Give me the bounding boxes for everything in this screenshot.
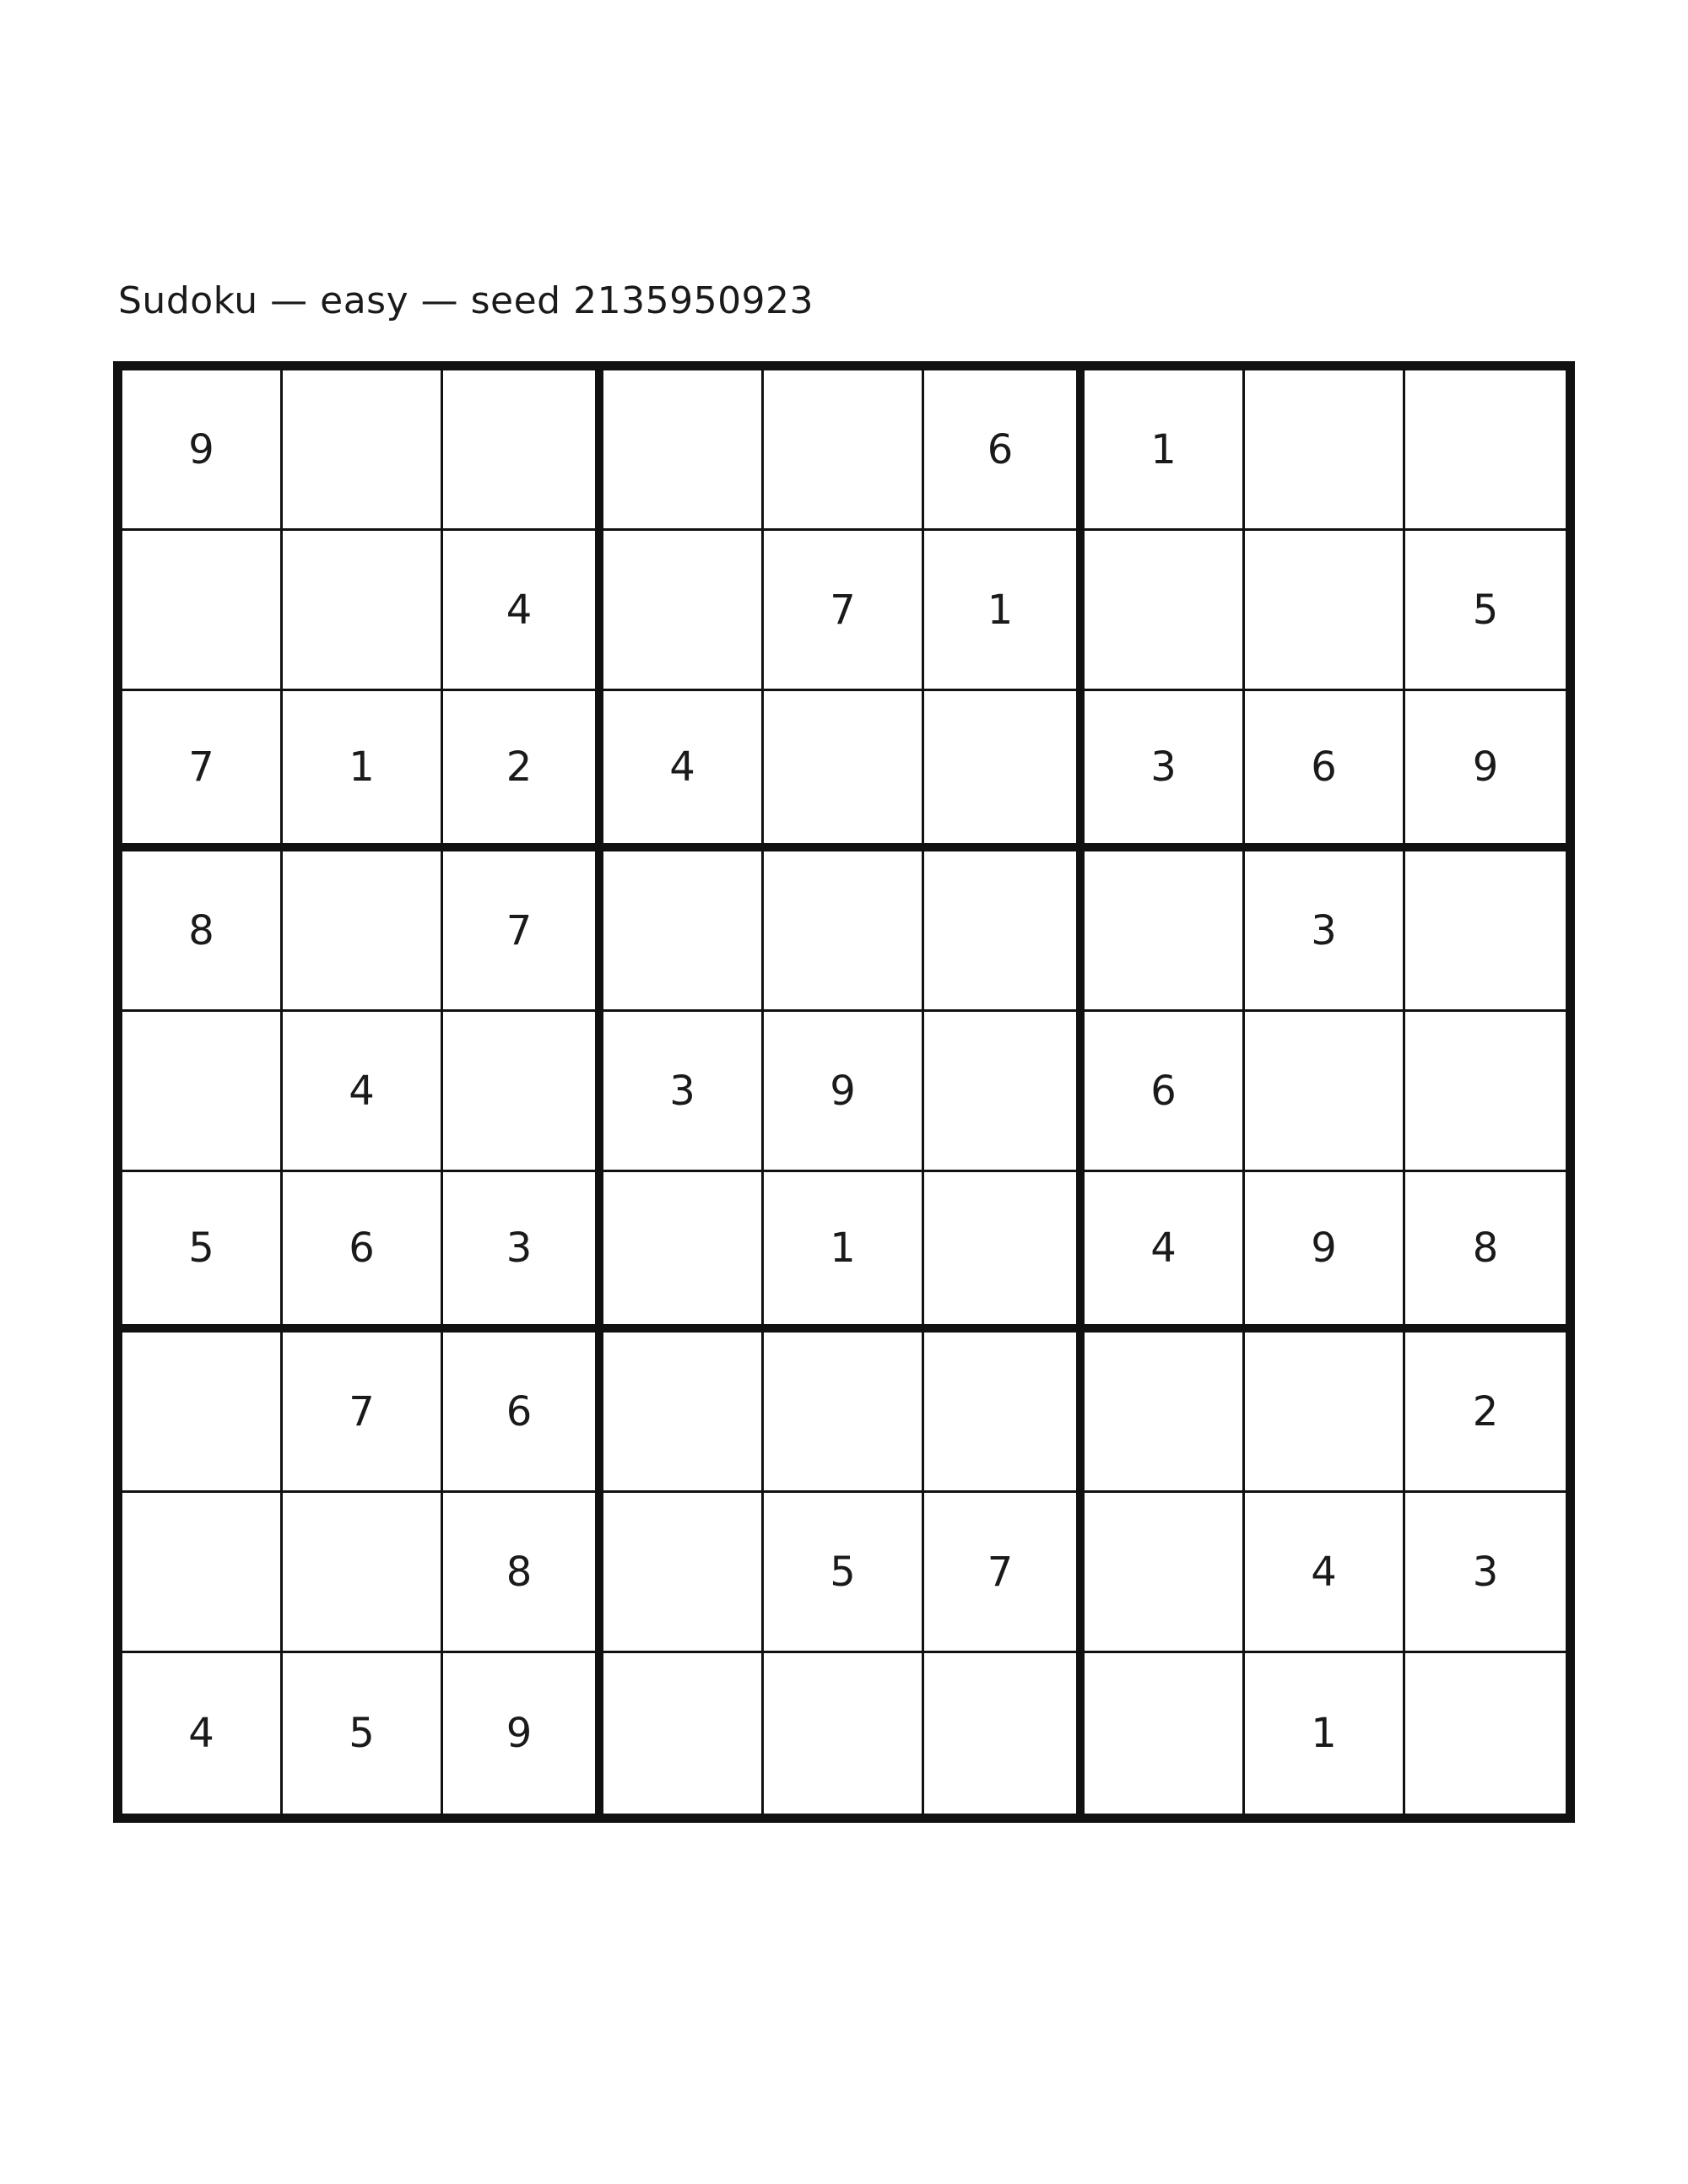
cell-r4c5	[764, 851, 924, 1012]
cell-r3c6	[924, 691, 1085, 851]
cell-r4c7	[1085, 851, 1245, 1012]
cell-r5c8	[1245, 1012, 1405, 1172]
cell-r3c1: 7	[122, 691, 283, 851]
cell-r7c6	[924, 1333, 1085, 1493]
cell-r2c1	[122, 531, 283, 691]
cell-r9c6	[924, 1653, 1085, 1814]
cell-r6c1: 5	[122, 1172, 283, 1333]
cell-r2c2	[283, 531, 443, 691]
cell-r5c2: 4	[283, 1012, 443, 1172]
cell-r7c8	[1245, 1333, 1405, 1493]
cell-r5c5: 9	[764, 1012, 924, 1172]
puzzle-title: Sudoku — easy — seed 2135950923	[118, 279, 814, 322]
cell-r6c5: 1	[764, 1172, 924, 1333]
cell-r1c6: 6	[924, 370, 1085, 531]
cell-r2c4	[603, 531, 764, 691]
cell-r1c4	[603, 370, 764, 531]
cell-r8c2	[283, 1493, 443, 1653]
cell-r1c5	[764, 370, 924, 531]
cell-r5c3	[443, 1012, 603, 1172]
cell-r6c6	[924, 1172, 1085, 1333]
cell-r8c8: 4	[1245, 1493, 1405, 1653]
cell-r3c2: 1	[283, 691, 443, 851]
cell-r5c4: 3	[603, 1012, 764, 1172]
cell-r3c9: 9	[1405, 691, 1566, 851]
cell-r2c5: 7	[764, 531, 924, 691]
cell-r3c8: 6	[1245, 691, 1405, 851]
cell-r1c3	[443, 370, 603, 531]
cell-r7c3: 6	[443, 1333, 603, 1493]
cell-r7c2: 7	[283, 1333, 443, 1493]
cell-r9c4	[603, 1653, 764, 1814]
cell-r3c4: 4	[603, 691, 764, 851]
cell-r4c9	[1405, 851, 1566, 1012]
cell-r8c4	[603, 1493, 764, 1653]
cell-r4c8: 3	[1245, 851, 1405, 1012]
cell-r8c1	[122, 1493, 283, 1653]
sudoku-grid	[113, 361, 1575, 1823]
cell-r5c9	[1405, 1012, 1566, 1172]
cell-r9c3: 9	[443, 1653, 603, 1814]
cell-r1c7: 1	[1085, 370, 1245, 531]
cell-r9c5	[764, 1653, 924, 1814]
cell-r9c2: 5	[283, 1653, 443, 1814]
cell-r4c2	[283, 851, 443, 1012]
cell-r6c2: 6	[283, 1172, 443, 1333]
cell-r2c3: 4	[443, 531, 603, 691]
cell-r2c7	[1085, 531, 1245, 691]
cell-r9c8: 1	[1245, 1653, 1405, 1814]
cell-r8c6: 7	[924, 1493, 1085, 1653]
cell-r4c1: 8	[122, 851, 283, 1012]
cell-r5c1	[122, 1012, 283, 1172]
cell-r9c1: 4	[122, 1653, 283, 1814]
cell-r5c7: 6	[1085, 1012, 1245, 1172]
cell-r7c5	[764, 1333, 924, 1493]
cell-r4c6	[924, 851, 1085, 1012]
cell-r7c1	[122, 1333, 283, 1493]
cell-r1c9	[1405, 370, 1566, 531]
cell-r3c3: 2	[443, 691, 603, 851]
cell-r5c6	[924, 1012, 1085, 1172]
cell-r7c9: 2	[1405, 1333, 1566, 1493]
cell-r3c7: 3	[1085, 691, 1245, 851]
cell-r4c4	[603, 851, 764, 1012]
cell-r4c3: 7	[443, 851, 603, 1012]
cell-r7c4	[603, 1333, 764, 1493]
cell-r6c9: 8	[1405, 1172, 1566, 1333]
cell-r8c7	[1085, 1493, 1245, 1653]
cell-r7c7	[1085, 1333, 1245, 1493]
cell-r8c3: 8	[443, 1493, 603, 1653]
cell-r1c2	[283, 370, 443, 531]
cell-r6c7: 4	[1085, 1172, 1245, 1333]
cell-r6c8: 9	[1245, 1172, 1405, 1333]
cell-r1c1: 9	[122, 370, 283, 531]
cell-r6c4	[603, 1172, 764, 1333]
cell-r2c9: 5	[1405, 531, 1566, 691]
cell-r6c3: 3	[443, 1172, 603, 1333]
cell-r2c8	[1245, 531, 1405, 691]
cell-r2c6: 1	[924, 531, 1085, 691]
cell-r8c9: 3	[1405, 1493, 1566, 1653]
cell-r9c9	[1405, 1653, 1566, 1814]
cell-r1c8	[1245, 370, 1405, 531]
cell-r8c5: 5	[764, 1493, 924, 1653]
cell-r9c7	[1085, 1653, 1245, 1814]
cell-r3c5	[764, 691, 924, 851]
